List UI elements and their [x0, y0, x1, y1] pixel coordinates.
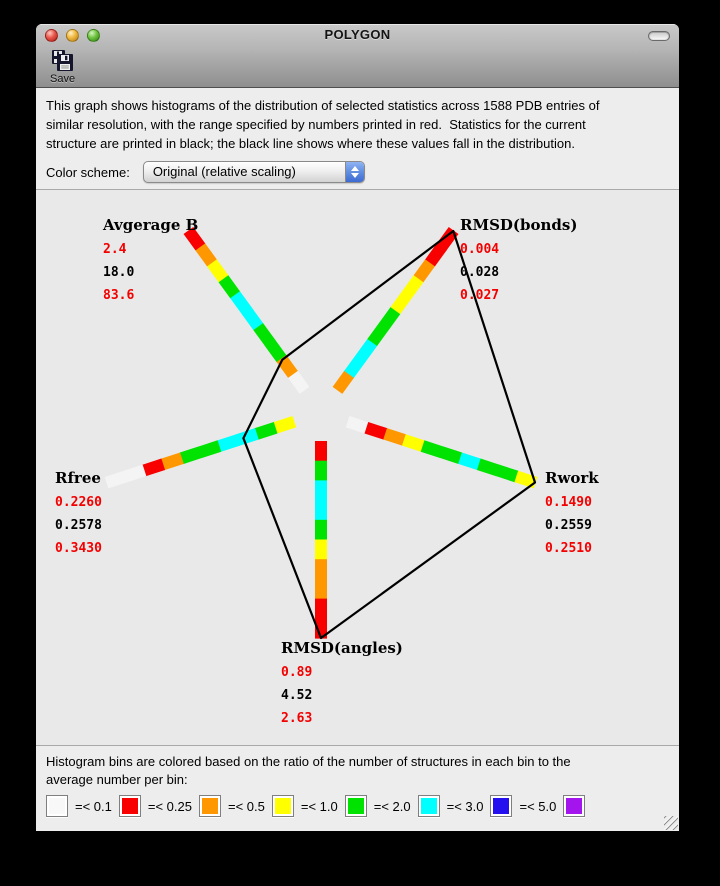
axis-max-value: 0.027: [460, 288, 500, 303]
legend-bin-label: =< 3.0: [446, 798, 484, 814]
axis-title-rwork: Rwork: [545, 469, 599, 487]
window-controls: [45, 29, 100, 42]
axis-current-value: 4.52: [281, 688, 313, 703]
window-header: [36, 24, 679, 88]
legend-bin-label: =< 0.25: [147, 798, 192, 814]
axis-max-value: 83.6: [103, 288, 135, 303]
axis-title-avgerage-b: Avgerage B: [103, 216, 199, 234]
bin-segment-red: [315, 441, 327, 461]
legend-row: [46, 795, 669, 817]
axis-max-value: 0.2510: [545, 541, 592, 556]
histogram-bar-rmsd-angles: [315, 441, 327, 639]
legend-color-chip-yellow: [275, 798, 291, 814]
histogram-bar-rmsd-bonds: [333, 227, 459, 394]
legend-swatch-yellow: [272, 795, 294, 817]
bin-segment-green: [315, 461, 327, 481]
histogram-bar-avgerage-b: [184, 227, 310, 394]
axis-max-value: 2.63: [281, 711, 313, 726]
legend-color-chip-red: [122, 798, 138, 814]
axis-min-value: 0.2260: [55, 495, 102, 510]
zoom-button-icon[interactable]: [87, 29, 100, 42]
polygon-window: [36, 24, 679, 831]
legend-color-chip-white: [49, 798, 65, 814]
color-scheme-select[interactable]: [143, 161, 365, 183]
save-icon: [51, 49, 75, 72]
close-button-icon[interactable]: [45, 29, 58, 42]
histogram-bar-rfree: [105, 416, 297, 488]
legend-swatch-purple: [563, 795, 585, 817]
description-text-line: structure are printed in black; the black line shows where these values fall in the distribution.: [46, 136, 575, 151]
save-button-label: Save: [50, 73, 76, 85]
resize-grip[interactable]: [664, 816, 678, 830]
legend-bin-label: =< 2.0: [373, 798, 411, 814]
legend-panel: [36, 745, 679, 831]
legend-swatch-blue: [490, 795, 512, 817]
save-button[interactable]: [46, 48, 79, 86]
legend-note-line: Histogram bins are colored based on the ratio of the number of structures in each bin to the: [46, 754, 571, 769]
axis-min-value: 2.4: [103, 242, 127, 257]
axis-min-value: 0.004: [460, 242, 500, 257]
down-triangle-icon: [351, 173, 359, 178]
description-text-line: This graph shows histograms of the distribution of selected statistics across 1588 PDB entries of: [46, 98, 600, 113]
axis-min-value: 0.1490: [545, 495, 592, 510]
axis-current-value: 0.2559: [545, 518, 592, 533]
description-text-line: similar resolution, with the range specified by numbers printed in red. Statistics for the current: [46, 117, 586, 132]
bin-segment-cyan: [315, 500, 327, 520]
bin-segment-orange: [315, 559, 327, 579]
legend-swatch-cyan: [418, 795, 440, 817]
toolbar: [36, 46, 679, 88]
axis-title-rmsd-bonds: RMSD(bonds): [460, 216, 578, 234]
axis-current-value: 0.028: [460, 265, 500, 280]
color-scheme-label: Color scheme:: [46, 164, 130, 180]
description-panel: [36, 88, 679, 190]
legend-color-chip-green: [348, 798, 364, 814]
legend-color-chip-cyan: [421, 798, 437, 814]
legend-swatch-red: [119, 795, 141, 817]
legend-note-line: average number per bin:: [46, 772, 188, 787]
title-bar[interactable]: [36, 24, 679, 46]
axis-title-rmsd-angles: RMSD(angles): [281, 639, 403, 657]
bin-segment-yellow: [315, 540, 327, 560]
color-scheme-row: [46, 161, 669, 183]
legend-color-chip-purple: [566, 798, 582, 814]
axis-block-rmsd-bonds: [460, 216, 577, 307]
dropdown-stepper-icon[interactable]: [345, 162, 364, 182]
legend-swatch-white: [46, 795, 68, 817]
bin-segment-cyan: [315, 480, 327, 500]
histogram-bar-rwork: [346, 416, 538, 488]
bin-segment-red: [315, 599, 327, 619]
axis-block-avgerage-b: [103, 216, 198, 307]
legend-bin-label: =< 0.5: [227, 798, 265, 814]
legend-bin-label: =< 1.0: [300, 798, 338, 814]
polygon-plot: [36, 190, 679, 745]
legend-color-chip-orange: [202, 798, 218, 814]
axis-block-rwork: [545, 469, 599, 560]
legend-color-chip-blue: [493, 798, 509, 814]
up-triangle-icon: [351, 166, 359, 171]
window-title: POLYGON: [324, 27, 391, 42]
legend-swatch-green: [345, 795, 367, 817]
bin-segment-white: [105, 471, 128, 489]
axis-block-rfree: [55, 469, 102, 560]
axis-min-value: 0.89: [281, 665, 313, 680]
bin-segment-green: [315, 520, 327, 540]
color-scheme-selected-value: Original (relative scaling): [152, 164, 296, 179]
axis-block-rmsd-angles: [281, 639, 403, 730]
legend-bin-label: =< 5.0: [519, 798, 557, 814]
axis-title-rfree: Rfree: [55, 469, 101, 487]
axis-current-value: 0.2578: [55, 518, 102, 533]
bin-segment-orange: [315, 579, 327, 599]
toolbar-toggle-button[interactable]: [648, 31, 670, 41]
axis-current-value: 18.0: [103, 265, 135, 280]
minimize-button-icon[interactable]: [66, 29, 79, 42]
axis-max-value: 0.3430: [55, 541, 102, 556]
legend-swatch-orange: [199, 795, 221, 817]
legend-bin-label: =< 0.1: [75, 798, 112, 814]
